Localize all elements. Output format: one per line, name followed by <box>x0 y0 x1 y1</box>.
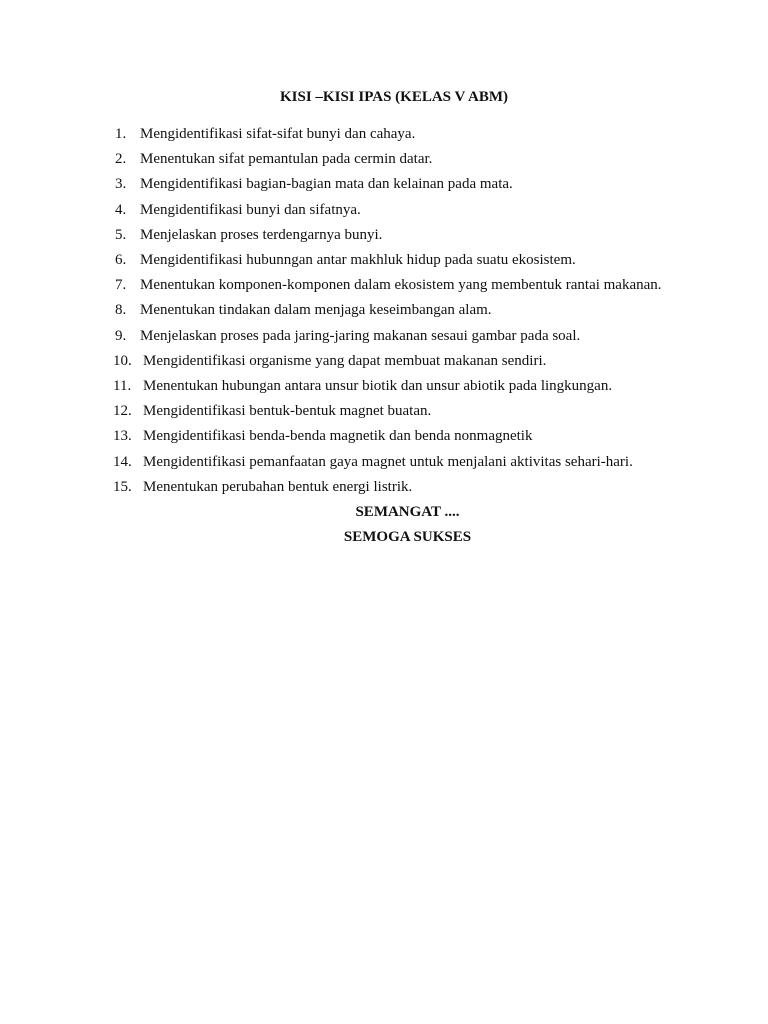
item-number: 12. <box>113 403 132 420</box>
item-text: Menjelaskan proses terdengarnya bunyi. <box>140 226 383 243</box>
item-number: 13. <box>113 428 132 445</box>
item-number: 2. <box>115 151 127 168</box>
list-item <box>113 122 675 147</box>
list-item <box>113 349 675 374</box>
item-text: Mengidentifikasi bentuk-bentuk magnet buatan. <box>143 403 432 420</box>
item-number: 7. <box>115 277 127 294</box>
document-content <box>113 86 675 550</box>
kisi-list <box>113 122 675 500</box>
item-number: 10. <box>113 352 132 369</box>
item-number: 1. <box>115 126 127 142</box>
item-text: Mengidentifikasi sifat-sifat bunyi dan cahaya. <box>140 126 416 142</box>
list-item <box>113 399 675 424</box>
item-number: 11. <box>113 378 132 395</box>
item-text: Mengidentifikasi bunyi dan sifatnya. <box>140 201 361 218</box>
list-item <box>113 475 675 500</box>
list-item <box>113 273 675 298</box>
list-item <box>113 223 675 248</box>
item-text: Mengidentifikasi benda-benda magnetik dan benda nonmagnetik <box>143 428 533 445</box>
list-item <box>113 324 675 349</box>
list-item <box>113 248 675 273</box>
item-text: Mengidentifikasi pemanfaatan gaya magnet untuk menjalani aktivitas sehari-hari. <box>143 453 633 470</box>
list-item <box>113 198 675 223</box>
item-number: 3. <box>115 176 127 193</box>
closing-semoga-sukses: SEMOGA SUKSES <box>343 529 472 546</box>
item-text: Mengidentifikasi bagian-bagian mata dan kelainan pada mata. <box>140 176 513 193</box>
item-text: Menjelaskan proses pada jaring-jaring makanan sesaui gambar pada soal. <box>140 327 581 344</box>
item-number: 6. <box>115 252 127 269</box>
item-number: 15. <box>113 478 132 495</box>
item-text: Menentukan perubahan bentuk energi listrik. <box>143 478 413 495</box>
item-number: 5. <box>115 226 127 243</box>
list-item <box>113 450 675 475</box>
item-text: Menentukan hubungan antara unsur biotik dan unsur abiotik pada lingkungan. <box>143 378 613 395</box>
item-text: Menentukan tindakan dalam menjaga keseimbangan alam. <box>140 302 492 319</box>
document-title: KISI –KISI IPAS (KELAS V ABM) <box>280 89 508 105</box>
item-number: 9. <box>115 327 127 344</box>
list-item <box>113 298 675 323</box>
list-item <box>113 374 675 399</box>
item-text: Mengidentifikasi hubunngan antar makhluk hidup pada suatu ekosistem. <box>140 252 576 269</box>
list-item <box>113 172 675 197</box>
list-item <box>113 147 675 172</box>
item-text: Mengidentifikasi organisme yang dapat membuat makanan sendiri. <box>143 352 547 369</box>
item-text: Menentukan komponen-komponen dalam ekosistem yang membentuk rantai makanan. <box>140 277 662 294</box>
closing-semangat: SEMANGAT .... <box>355 504 460 521</box>
item-number: 14. <box>113 453 132 470</box>
item-text: Menentukan sifat pemantulan pada cermin datar. <box>140 151 433 168</box>
item-number: 4. <box>115 201 127 218</box>
list-item <box>113 424 675 449</box>
item-number: 8. <box>115 302 127 319</box>
